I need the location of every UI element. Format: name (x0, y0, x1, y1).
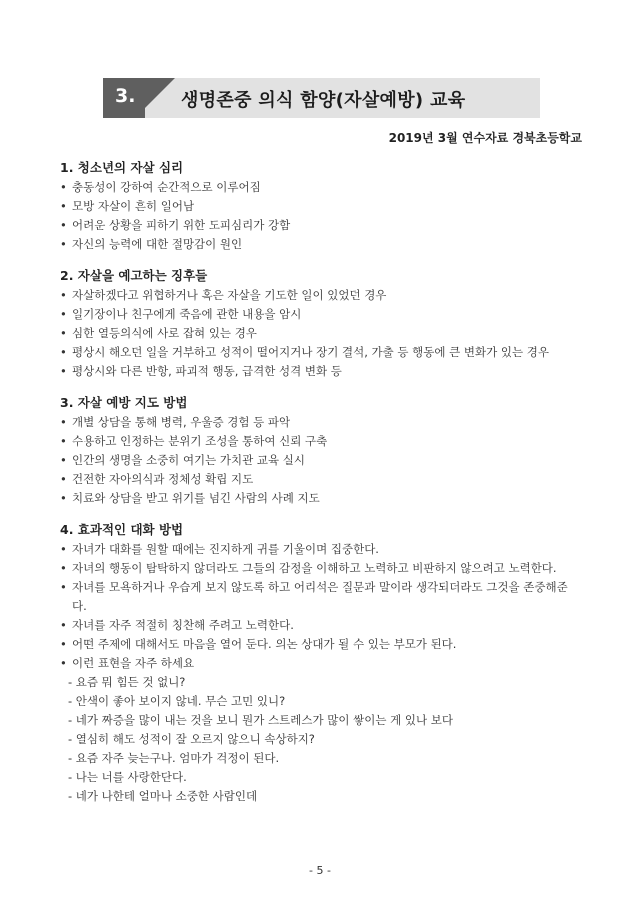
list-item: • 자신의 능력에 대한 절망감이 원인 (60, 235, 580, 254)
page-title: 생명존중 의식 함양(자살예방) 교육 (181, 90, 466, 111)
list-item: • 자살하겠다고 위협하거나 혹은 자살을 기도한 일이 있었던 경우 (60, 286, 580, 305)
section-prevention-methods (60, 393, 580, 508)
section-conversation-methods (60, 520, 580, 806)
phrase-item: - 요즘 자주 늦는구나. 엄마가 걱정이 된다. (68, 751, 280, 765)
phrase-item: - 네가 짜증을 많이 내는 것을 보니 뭔가 스트레스가 많이 쌓이는 게 있나 보다 (68, 713, 453, 727)
list-item: • 일기장이나 친구에게 죽음에 관한 내용을 암시 (60, 305, 580, 324)
section-heading: 1. 청소년의 자살 심리 (60, 160, 184, 175)
list-item: • 자녀의 행동이 탐탁하지 않더라도 그들의 감정을 이해하고 노력하고 비판하지 않으려고 노력한다. (60, 559, 580, 578)
section-heading: 2. 자살을 예고하는 징후들 (60, 268, 208, 283)
list-item: • 심한 열등의식에 사로 잡혀 있는 경우 (60, 324, 580, 343)
list-item: • 평상시와 다른 반항, 파괴적 행동, 급격한 성격 변화 등 (60, 362, 580, 381)
list-item: • 어떤 주제에 대해서도 마음을 열어 둔다. 의논 상대가 될 수 있는 부모가 된다. (60, 635, 580, 654)
phrase-item: - 나는 너를 사랑한단다. (68, 770, 187, 784)
list-item: • 개별 상담을 통해 병력, 우울증 경험 등 파악 (60, 413, 580, 432)
section-warning-signs (60, 266, 580, 381)
list-item: • 이런 표현을 자주 하세요 (60, 654, 580, 673)
list-item: • 모방 자살이 흔히 일어남 (60, 197, 580, 216)
list-item: • 자녀를 자주 적절히 칭찬해 주려고 노력한다. (60, 616, 580, 635)
section-banner (103, 78, 540, 118)
page-number: - 5 - (309, 864, 331, 877)
phrase-item: - 요즘 뭐 힘든 것 없니? (68, 675, 186, 689)
document-source: 2019년 3월 연수자료 경북초등학교 (388, 131, 582, 145)
list-item: • 충동성이 강하여 순간적으로 이루어짐 (60, 178, 580, 197)
section-number: 3. (115, 85, 136, 107)
list-item: • 치료와 상담을 받고 위기를 넘긴 사람의 사례 지도 (60, 489, 580, 508)
section-heading: 4. 효과적인 대화 방법 (60, 522, 184, 537)
list-item: • 자녀를 모욕하거나 우습게 보지 않도록 하고 어리석은 질문과 말이라 생각되더라도 그것을 존중해준다. (60, 578, 580, 616)
list-item: • 수용하고 인정하는 분위기 조성을 통하여 신뢰 구축 (60, 432, 580, 451)
list-item: • 어려운 상황을 피하기 위한 도피심리가 강함 (60, 216, 580, 235)
banner-diagonal (145, 78, 179, 118)
list-item: • 자녀가 대화를 원할 때에는 진지하게 귀를 기울이며 집중한다. (60, 540, 580, 559)
list-item: • 건전한 자아의식과 정체성 확립 지도 (60, 470, 580, 489)
document-body (60, 152, 580, 806)
list-item: • 평상시 해오던 일을 거부하고 성적이 떨어지거나 장기 결석, 가출 등 행동에 큰 변화가 있는 경우 (60, 343, 580, 362)
phrase-item: - 안색이 좋아 보이지 않네. 무슨 고민 있니? (68, 694, 286, 708)
list-item: • 인간의 생명을 소중히 여기는 가치관 교육 실시 (60, 451, 580, 470)
section-heading: 3. 자살 예방 지도 방법 (60, 395, 188, 410)
phrase-item: - 열심히 해도 성적이 잘 오르지 않으니 속상하지? (68, 732, 315, 746)
section-suicide-psychology (60, 158, 580, 254)
phrase-item: - 네가 나한테 얼마나 소중한 사람인데 (68, 789, 258, 803)
